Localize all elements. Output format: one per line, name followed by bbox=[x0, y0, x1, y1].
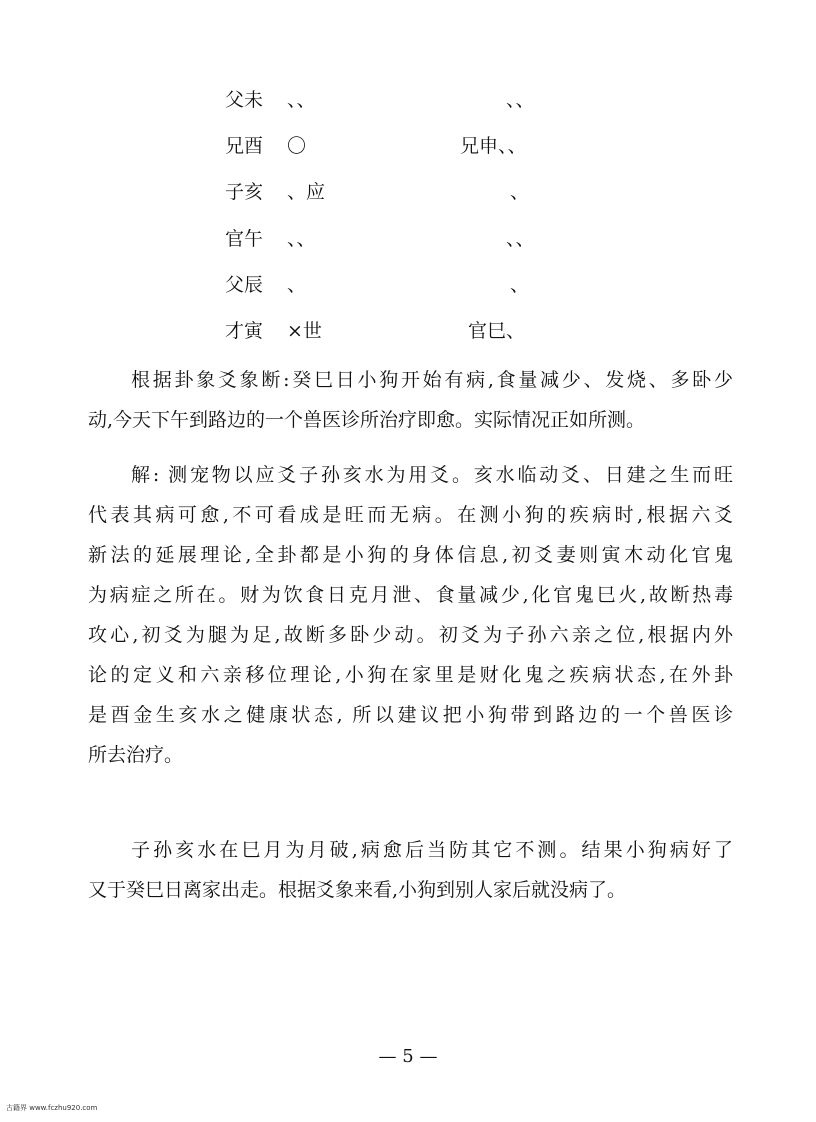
text-line: 攻心,初爻为腿为足,故断多卧少动。初爻为子孙六亲之位,根据内外 bbox=[88, 624, 733, 646]
text-line: 新法的延展理论,全卦都是小狗的身体信息,初爻妻则寅木动化官鬼 bbox=[88, 544, 733, 566]
text-line: 代表其病可愈,不可看成是旺而无病。在测小狗的疾病时,根据六爻 bbox=[88, 504, 733, 526]
line-mark: 、、 bbox=[287, 228, 316, 250]
line-mark: 、应 bbox=[287, 181, 326, 203]
paragraph-judgement bbox=[88, 360, 733, 440]
text-line: 子孙亥水在巳月为月破,病愈后当防其它不测。结果小狗病好了 bbox=[131, 839, 733, 861]
line-mark: 〇 bbox=[287, 135, 307, 157]
changed-line-mark: 、 bbox=[510, 181, 530, 203]
page-number: — 5 — bbox=[378, 1046, 438, 1067]
line-mark: 、 bbox=[287, 274, 307, 296]
text-line: 又于癸巳日离家出走。根据爻象来看,小狗到别人家后就没病了。 bbox=[88, 879, 627, 901]
line-label: 父未 bbox=[225, 89, 264, 111]
text-line: 根据卦象爻象断:癸巳日小狗开始有病,食量减少、发烧、多卧少 bbox=[131, 369, 733, 391]
changed-line-mark: 、、 bbox=[506, 228, 535, 250]
text-line: 为病症之所在。财为饮食日克月泄、食量减少,化官鬼巳火,故断热毒 bbox=[88, 584, 733, 606]
line-label: 子亥 bbox=[225, 181, 264, 203]
line-label: 父辰 bbox=[225, 274, 264, 296]
text-line: 解: 测宠物以应爻子孙亥水为用爻。亥水临动爻、日建之生而旺 bbox=[131, 464, 733, 486]
changed-line-mark: 官巳、 bbox=[468, 320, 526, 342]
changed-line-mark: 、 bbox=[510, 274, 530, 296]
text-line: 所去治疗。 bbox=[88, 744, 184, 766]
footer-watermark: 古籍界 www.fczhu920.com bbox=[6, 1104, 98, 1112]
changed-line-mark: 兄申、、 bbox=[460, 135, 527, 157]
line-mark: 、、 bbox=[287, 89, 316, 111]
text-line: 是酉金生亥水之健康状态, 所以建议把小狗带到路边的一个兽医诊 bbox=[88, 704, 733, 726]
line-label: 才寅 bbox=[225, 320, 264, 342]
paragraph-result bbox=[88, 830, 733, 910]
changed-line-mark: 、、 bbox=[506, 89, 535, 111]
text-line: 动,今天下午到路边的一个兽医诊所治疗即愈。实际情况正如所测。 bbox=[88, 409, 646, 431]
paragraph-explanation bbox=[88, 455, 733, 775]
line-mark: ×世 bbox=[287, 320, 322, 342]
line-label: 官午 bbox=[225, 228, 264, 250]
text-line: 论的定义和六亲移位理论,小狗在家里是财化鬼之疾病状态,在外卦 bbox=[88, 664, 733, 686]
line-label: 兄酉 bbox=[225, 135, 264, 157]
